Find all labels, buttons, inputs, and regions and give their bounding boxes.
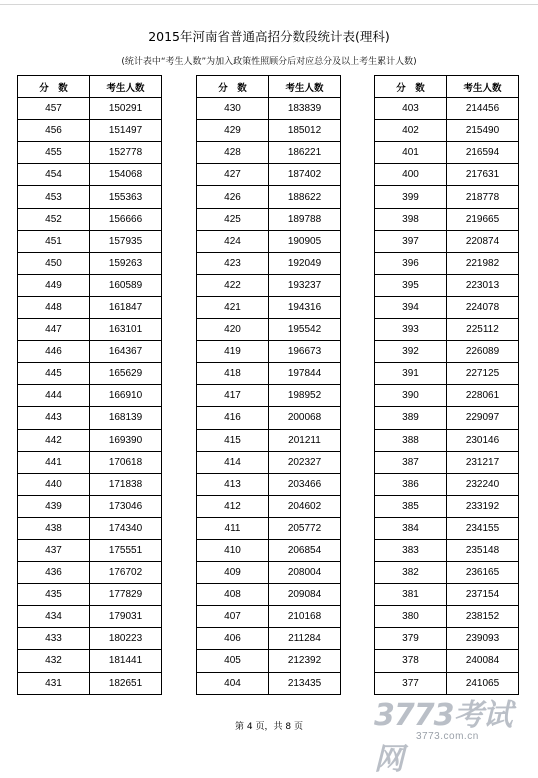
table-row bbox=[197, 562, 341, 584]
table-row bbox=[18, 296, 162, 318]
table-row bbox=[375, 473, 519, 495]
score-cell: 384 bbox=[375, 517, 447, 539]
score-cell: 413 bbox=[197, 473, 269, 495]
score-cell: 421 bbox=[197, 296, 269, 318]
count-cell: 151497 bbox=[90, 120, 162, 142]
count-cell: 185012 bbox=[269, 120, 341, 142]
count-cell: 205772 bbox=[269, 517, 341, 539]
score-cell: 388 bbox=[375, 429, 447, 451]
count-cell: 209084 bbox=[269, 584, 341, 606]
count-cell: 231217 bbox=[447, 451, 519, 473]
header-score: 分 数 bbox=[18, 76, 90, 98]
table-row bbox=[18, 274, 162, 296]
count-cell: 160589 bbox=[90, 274, 162, 296]
table-row bbox=[197, 230, 341, 252]
table-row bbox=[197, 341, 341, 363]
score-cell: 430 bbox=[197, 98, 269, 120]
table-row bbox=[197, 539, 341, 561]
count-cell: 225112 bbox=[447, 319, 519, 341]
header-count: 考生人数 bbox=[447, 76, 519, 98]
score-cell: 380 bbox=[375, 606, 447, 628]
count-cell: 221982 bbox=[447, 252, 519, 274]
count-cell: 155363 bbox=[90, 186, 162, 208]
table-row bbox=[197, 606, 341, 628]
table-row bbox=[18, 539, 162, 561]
score-cell: 417 bbox=[197, 385, 269, 407]
score-cell: 389 bbox=[375, 407, 447, 429]
table-row bbox=[197, 451, 341, 473]
score-cell: 406 bbox=[197, 628, 269, 650]
table-header-row bbox=[18, 76, 162, 98]
count-cell: 228061 bbox=[447, 385, 519, 407]
score-table-2 bbox=[196, 75, 341, 695]
table-row bbox=[18, 672, 162, 694]
count-cell: 215490 bbox=[447, 120, 519, 142]
count-cell: 175551 bbox=[90, 539, 162, 561]
table-row bbox=[18, 650, 162, 672]
count-cell: 212392 bbox=[269, 650, 341, 672]
table-row bbox=[197, 672, 341, 694]
count-cell: 229097 bbox=[447, 407, 519, 429]
score-cell: 457 bbox=[18, 98, 90, 120]
count-cell: 197844 bbox=[269, 363, 341, 385]
table-row bbox=[18, 164, 162, 186]
count-cell: 208004 bbox=[269, 562, 341, 584]
score-cell: 438 bbox=[18, 517, 90, 539]
table-row bbox=[375, 296, 519, 318]
table-row bbox=[375, 208, 519, 230]
table-row bbox=[375, 252, 519, 274]
score-cell: 439 bbox=[18, 495, 90, 517]
count-cell: 163101 bbox=[90, 319, 162, 341]
count-cell: 219665 bbox=[447, 208, 519, 230]
table-row bbox=[375, 429, 519, 451]
count-cell: 165629 bbox=[90, 363, 162, 385]
count-cell: 159263 bbox=[90, 252, 162, 274]
count-cell: 193237 bbox=[269, 274, 341, 296]
count-cell: 177829 bbox=[90, 584, 162, 606]
count-cell: 182651 bbox=[90, 672, 162, 694]
score-cell: 381 bbox=[375, 584, 447, 606]
count-cell: 223013 bbox=[447, 274, 519, 296]
score-cell: 442 bbox=[18, 429, 90, 451]
table-row bbox=[375, 606, 519, 628]
count-cell: 206854 bbox=[269, 539, 341, 561]
count-cell: 154068 bbox=[90, 164, 162, 186]
count-cell: 233192 bbox=[447, 495, 519, 517]
score-cell: 390 bbox=[375, 385, 447, 407]
count-cell: 161847 bbox=[90, 296, 162, 318]
table-row bbox=[18, 252, 162, 274]
count-cell: 234155 bbox=[447, 517, 519, 539]
table-row bbox=[197, 517, 341, 539]
score-cell: 409 bbox=[197, 562, 269, 584]
table-row bbox=[18, 98, 162, 120]
score-cell: 396 bbox=[375, 252, 447, 274]
score-cell: 423 bbox=[197, 252, 269, 274]
table-row bbox=[18, 473, 162, 495]
score-cell: 456 bbox=[18, 120, 90, 142]
score-cell: 437 bbox=[18, 539, 90, 561]
score-cell: 422 bbox=[197, 274, 269, 296]
table-row bbox=[197, 495, 341, 517]
table-row bbox=[197, 429, 341, 451]
table-row bbox=[197, 628, 341, 650]
count-cell: 150291 bbox=[90, 98, 162, 120]
header-count: 考生人数 bbox=[90, 76, 162, 98]
page-footer: 第 4 页，共 8 页 bbox=[235, 722, 303, 732]
table-row bbox=[375, 341, 519, 363]
table-row bbox=[197, 142, 341, 164]
score-cell: 412 bbox=[197, 495, 269, 517]
score-cell: 428 bbox=[197, 142, 269, 164]
table-row bbox=[197, 407, 341, 429]
count-cell: 226089 bbox=[447, 341, 519, 363]
count-cell: 173046 bbox=[90, 495, 162, 517]
score-cell: 382 bbox=[375, 562, 447, 584]
score-cell: 407 bbox=[197, 606, 269, 628]
count-cell: 168139 bbox=[90, 407, 162, 429]
score-cell: 418 bbox=[197, 363, 269, 385]
score-table-3 bbox=[374, 75, 519, 695]
table-row bbox=[197, 363, 341, 385]
score-cell: 452 bbox=[18, 208, 90, 230]
score-cell: 377 bbox=[375, 672, 447, 694]
score-cell: 378 bbox=[375, 650, 447, 672]
count-cell: 181441 bbox=[90, 650, 162, 672]
score-cell: 379 bbox=[375, 628, 447, 650]
table-row bbox=[197, 186, 341, 208]
page-title: 2015年河南省普通高招分数段统计表(理科) bbox=[148, 29, 390, 44]
table-row bbox=[18, 451, 162, 473]
count-cell: 180223 bbox=[90, 628, 162, 650]
table-row bbox=[197, 120, 341, 142]
score-cell: 408 bbox=[197, 584, 269, 606]
score-cell: 446 bbox=[18, 341, 90, 363]
table-row bbox=[375, 142, 519, 164]
count-cell: 217631 bbox=[447, 164, 519, 186]
table-row bbox=[197, 650, 341, 672]
count-cell: 157935 bbox=[90, 230, 162, 252]
table-row bbox=[375, 230, 519, 252]
count-cell: 152778 bbox=[90, 142, 162, 164]
score-cell: 383 bbox=[375, 539, 447, 561]
count-cell: 227125 bbox=[447, 363, 519, 385]
score-cell: 449 bbox=[18, 274, 90, 296]
count-cell: 196673 bbox=[269, 341, 341, 363]
table-row bbox=[375, 164, 519, 186]
table-row bbox=[197, 274, 341, 296]
score-cell: 416 bbox=[197, 407, 269, 429]
score-cell: 393 bbox=[375, 319, 447, 341]
table-row bbox=[18, 120, 162, 142]
table-header-row bbox=[375, 76, 519, 98]
table-row bbox=[18, 562, 162, 584]
count-cell: 241065 bbox=[447, 672, 519, 694]
score-cell: 447 bbox=[18, 319, 90, 341]
score-cell: 432 bbox=[18, 650, 90, 672]
score-cell: 453 bbox=[18, 186, 90, 208]
count-cell: 186221 bbox=[269, 142, 341, 164]
score-cell: 414 bbox=[197, 451, 269, 473]
count-cell: 216594 bbox=[447, 142, 519, 164]
watermark-logo: 3773考试网 bbox=[374, 698, 512, 777]
table-row bbox=[18, 363, 162, 385]
count-cell: 190905 bbox=[269, 230, 341, 252]
score-cell: 405 bbox=[197, 650, 269, 672]
page-top-edge bbox=[0, 0, 538, 5]
count-cell: 202327 bbox=[269, 451, 341, 473]
count-cell: 192049 bbox=[269, 252, 341, 274]
table-row bbox=[197, 164, 341, 186]
table-row bbox=[18, 584, 162, 606]
table-row bbox=[18, 341, 162, 363]
table-row bbox=[18, 495, 162, 517]
table-row bbox=[197, 385, 341, 407]
table-row bbox=[18, 407, 162, 429]
score-cell: 400 bbox=[375, 164, 447, 186]
count-cell: 214456 bbox=[447, 98, 519, 120]
count-cell: 238152 bbox=[447, 606, 519, 628]
score-cell: 424 bbox=[197, 230, 269, 252]
count-cell: 240084 bbox=[447, 650, 519, 672]
score-cell: 448 bbox=[18, 296, 90, 318]
table-row bbox=[375, 385, 519, 407]
table-row bbox=[375, 186, 519, 208]
table-row bbox=[197, 208, 341, 230]
table-row bbox=[18, 517, 162, 539]
score-cell: 450 bbox=[18, 252, 90, 274]
score-cell: 440 bbox=[18, 473, 90, 495]
count-cell: 220874 bbox=[447, 230, 519, 252]
count-cell: 174340 bbox=[90, 517, 162, 539]
table-row bbox=[375, 120, 519, 142]
count-cell: 201211 bbox=[269, 429, 341, 451]
score-cell: 395 bbox=[375, 274, 447, 296]
score-cell: 403 bbox=[375, 98, 447, 120]
score-cell: 415 bbox=[197, 429, 269, 451]
score-cell: 397 bbox=[375, 230, 447, 252]
score-cell: 445 bbox=[18, 363, 90, 385]
header-count: 考生人数 bbox=[269, 76, 341, 98]
score-cell: 444 bbox=[18, 385, 90, 407]
score-cell: 404 bbox=[197, 672, 269, 694]
score-cell: 419 bbox=[197, 341, 269, 363]
score-cell: 451 bbox=[18, 230, 90, 252]
score-cell: 402 bbox=[375, 120, 447, 142]
score-cell: 420 bbox=[197, 319, 269, 341]
count-cell: 236165 bbox=[447, 562, 519, 584]
score-cell: 429 bbox=[197, 120, 269, 142]
count-cell: 164367 bbox=[90, 341, 162, 363]
watermark-url: 3773.com.cn bbox=[416, 731, 479, 742]
table-row bbox=[375, 650, 519, 672]
table-row bbox=[375, 539, 519, 561]
table-row bbox=[197, 252, 341, 274]
score-cell: 443 bbox=[18, 407, 90, 429]
count-cell: 187402 bbox=[269, 164, 341, 186]
count-cell: 203466 bbox=[269, 473, 341, 495]
table-row bbox=[197, 473, 341, 495]
table-row bbox=[197, 319, 341, 341]
score-cell: 398 bbox=[375, 208, 447, 230]
count-cell: 183839 bbox=[269, 98, 341, 120]
count-cell: 224078 bbox=[447, 296, 519, 318]
count-cell: 239093 bbox=[447, 628, 519, 650]
count-cell: 230146 bbox=[447, 429, 519, 451]
score-cell: 392 bbox=[375, 341, 447, 363]
table-row bbox=[375, 584, 519, 606]
score-cell: 433 bbox=[18, 628, 90, 650]
score-cell: 454 bbox=[18, 164, 90, 186]
table-row bbox=[375, 562, 519, 584]
score-table-1 bbox=[17, 75, 162, 695]
score-cell: 410 bbox=[197, 539, 269, 561]
table-row bbox=[18, 208, 162, 230]
score-cell: 431 bbox=[18, 672, 90, 694]
count-cell: 211284 bbox=[269, 628, 341, 650]
count-cell: 179031 bbox=[90, 606, 162, 628]
score-cell: 391 bbox=[375, 363, 447, 385]
table-header-row bbox=[197, 76, 341, 98]
table-row bbox=[375, 628, 519, 650]
count-cell: 176702 bbox=[90, 562, 162, 584]
count-cell: 210168 bbox=[269, 606, 341, 628]
count-cell: 235148 bbox=[447, 539, 519, 561]
score-cell: 426 bbox=[197, 186, 269, 208]
score-cell: 385 bbox=[375, 495, 447, 517]
score-cell: 394 bbox=[375, 296, 447, 318]
count-cell: 166910 bbox=[90, 385, 162, 407]
table-row bbox=[197, 98, 341, 120]
header-score: 分 数 bbox=[375, 76, 447, 98]
table-row bbox=[18, 628, 162, 650]
count-cell: 189788 bbox=[269, 208, 341, 230]
table-row bbox=[18, 319, 162, 341]
score-cell: 411 bbox=[197, 517, 269, 539]
count-cell: 170618 bbox=[90, 451, 162, 473]
score-cell: 441 bbox=[18, 451, 90, 473]
count-cell: 213435 bbox=[269, 672, 341, 694]
table-row bbox=[18, 142, 162, 164]
table-row bbox=[375, 98, 519, 120]
count-cell: 156666 bbox=[90, 208, 162, 230]
table-row bbox=[18, 606, 162, 628]
count-cell: 237154 bbox=[447, 584, 519, 606]
score-cell: 436 bbox=[18, 562, 90, 584]
table-row bbox=[197, 296, 341, 318]
count-cell: 198952 bbox=[269, 385, 341, 407]
table-row bbox=[375, 451, 519, 473]
score-cell: 425 bbox=[197, 208, 269, 230]
score-cell: 434 bbox=[18, 606, 90, 628]
table-row bbox=[375, 517, 519, 539]
count-cell: 232240 bbox=[447, 473, 519, 495]
table-row bbox=[375, 319, 519, 341]
table-row bbox=[18, 429, 162, 451]
table-row bbox=[18, 385, 162, 407]
page-subtitle: (统计表中“考生人数”为加入政策性照顾分后对应总分及以上考生累计人数) bbox=[121, 57, 417, 67]
count-cell: 171838 bbox=[90, 473, 162, 495]
table-row bbox=[18, 186, 162, 208]
count-cell: 204602 bbox=[269, 495, 341, 517]
score-cell: 427 bbox=[197, 164, 269, 186]
table-row bbox=[18, 230, 162, 252]
count-cell: 200068 bbox=[269, 407, 341, 429]
count-cell: 169390 bbox=[90, 429, 162, 451]
count-cell: 218778 bbox=[447, 186, 519, 208]
score-cell: 435 bbox=[18, 584, 90, 606]
count-cell: 188622 bbox=[269, 186, 341, 208]
table-row bbox=[375, 495, 519, 517]
table-row bbox=[375, 274, 519, 296]
count-cell: 194316 bbox=[269, 296, 341, 318]
table-row bbox=[375, 407, 519, 429]
score-cell: 399 bbox=[375, 186, 447, 208]
score-cell: 387 bbox=[375, 451, 447, 473]
score-cell: 386 bbox=[375, 473, 447, 495]
header-score: 分 数 bbox=[197, 76, 269, 98]
table-row bbox=[197, 584, 341, 606]
score-cell: 401 bbox=[375, 142, 447, 164]
count-cell: 195542 bbox=[269, 319, 341, 341]
table-row bbox=[375, 363, 519, 385]
score-cell: 455 bbox=[18, 142, 90, 164]
